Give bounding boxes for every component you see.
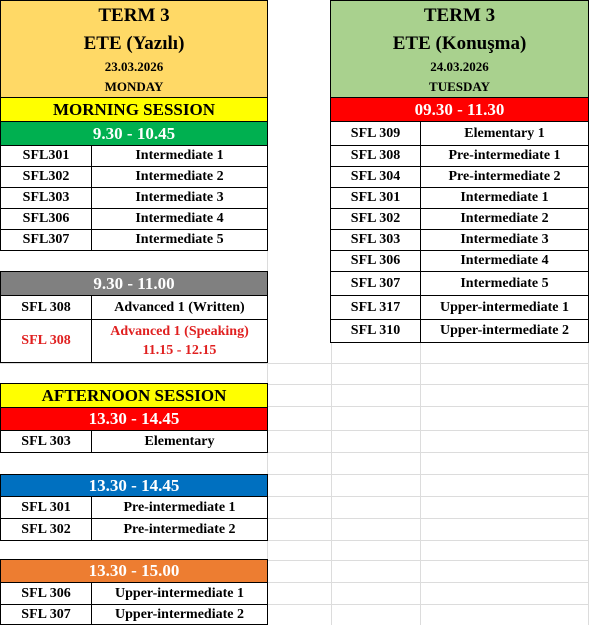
table-cell-level: Pre-intermediate 1: [420, 145, 589, 167]
table-cell-level: Upper-intermediate 1: [91, 582, 268, 605]
table-cell-code: SFL 309: [330, 121, 421, 146]
table-cell-level: Pre-intermediate 1: [91, 496, 268, 519]
afternoon-block2-time: 13.30 - 14.45: [0, 474, 268, 497]
afternoon-block3-time: 13.30 - 15.00: [0, 559, 268, 583]
table-cell-level: Intermediate 5: [91, 229, 268, 251]
speaking-time: 11.15 - 12.15: [142, 343, 217, 358]
table-cell-level: Intermediate 3: [420, 229, 589, 251]
table-cell-code: SFL 301: [0, 496, 92, 519]
table-cell-code: SFL 317: [330, 295, 421, 320]
table-cell-code: SFL 308: [0, 295, 92, 320]
speaking-level-cell: [91, 319, 268, 363]
table-cell-code: SFL 301: [330, 187, 421, 209]
morning-block2-time: 9.30 - 11.00: [0, 271, 268, 296]
table-cell-level: Elementary: [91, 430, 268, 453]
table-cell-level: Pre-intermediate 2: [91, 518, 268, 541]
table-cell-code: SFL 303: [330, 229, 421, 251]
afternoon-session-label: AFTERNOON SESSION: [0, 383, 268, 408]
table-cell-level: Intermediate 1: [420, 187, 589, 209]
table-cell-level: Upper-intermediate 2: [420, 319, 589, 343]
table-cell-code: SFL 307: [330, 271, 421, 296]
table-cell-level: Upper-intermediate 2: [91, 604, 268, 625]
left-day: MONDAY: [104, 79, 164, 94]
table-cell-level: Intermediate 4: [420, 250, 589, 272]
speaking-code: SFL 308: [0, 319, 92, 363]
table-cell-code: SFL303: [0, 187, 92, 209]
table-cell-level: Intermediate 2: [420, 208, 589, 230]
right-time-band: 09.30 - 11.30: [330, 97, 589, 122]
table-cell-code: SFL 308: [330, 145, 421, 167]
table-cell-level: Intermediate 2: [91, 166, 268, 188]
table-cell-code: SFL 306: [0, 582, 92, 605]
table-cell-level: Elementary 1: [420, 121, 589, 146]
right-exam-title: ETE (Konuşma): [392, 33, 527, 54]
right-term: TERM 3: [423, 5, 496, 26]
table-cell-code: SFL301: [0, 145, 92, 167]
left-date: 23.03.2026: [104, 59, 164, 74]
table-cell-code: SFL306: [0, 208, 92, 230]
speaking-level: Advanced 1 (Speaking): [110, 324, 249, 339]
table-cell-code: SFL 310: [330, 319, 421, 343]
table-cell-level: Pre-intermediate 2: [420, 166, 589, 188]
left-header: [0, 0, 268, 98]
table-cell-level: Intermediate 5: [420, 271, 589, 296]
left-term: TERM 3: [98, 5, 170, 26]
left-exam-title: ETE (Yazılı): [83, 33, 185, 54]
right-date: 24.03.2026: [430, 59, 489, 74]
table-cell-level: Intermediate 1: [91, 145, 268, 167]
table-cell-code: SFL 302: [330, 208, 421, 230]
table-cell-code: SFL302: [0, 166, 92, 188]
table-cell-level: Intermediate 4: [91, 208, 268, 230]
table-cell-level: Advanced 1 (Written): [91, 295, 268, 320]
morning-session-label: MORNING SESSION: [0, 97, 268, 122]
right-day: TUESDAY: [429, 79, 490, 94]
table-cell-code: SFL307: [0, 229, 92, 251]
table-cell-code: SFL 302: [0, 518, 92, 541]
table-cell-code: SFL 306: [330, 250, 421, 272]
table-cell-level: Upper-intermediate 1: [420, 295, 589, 320]
table-cell-code: SFL 303: [0, 430, 92, 453]
afternoon-block1-time: 13.30 - 14.45: [0, 407, 268, 431]
morning-block1-time: 9.30 - 10.45: [0, 121, 268, 146]
table-cell-level: Intermediate 3: [91, 187, 268, 209]
right-header: [330, 0, 589, 98]
table-cell-code: SFL 304: [330, 166, 421, 188]
table-cell-code: SFL 307: [0, 604, 92, 625]
